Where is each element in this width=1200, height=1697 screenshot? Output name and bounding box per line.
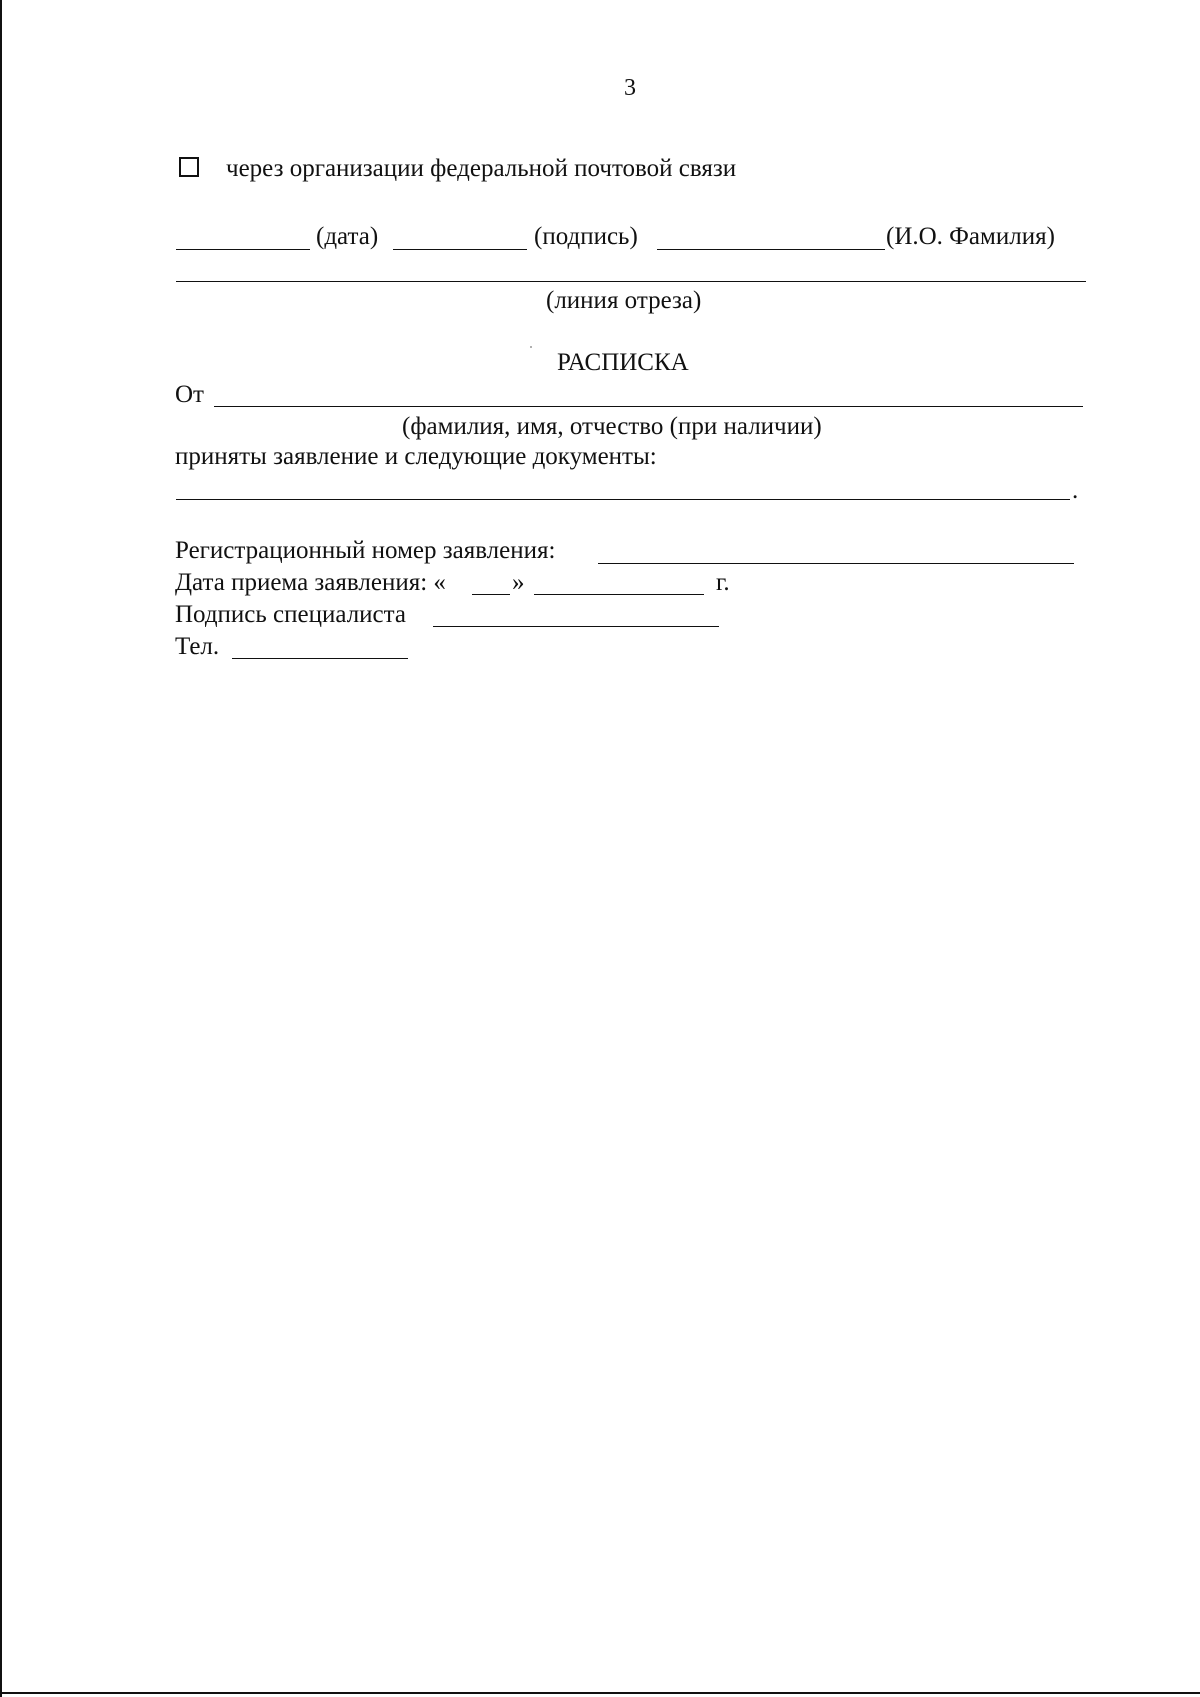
scan-speck xyxy=(530,346,532,348)
from-caption: (фамилия, имя, отчество (при наличии) xyxy=(402,413,822,440)
registration-number-blank-line[interactable] xyxy=(598,563,1074,564)
from-blank-line[interactable] xyxy=(214,406,1083,407)
postal-delivery-checkbox[interactable] xyxy=(179,157,199,177)
day-blank-line[interactable] xyxy=(472,594,510,595)
page-left-border xyxy=(0,0,2,1697)
specialist-signature-label: Подпись специалиста xyxy=(175,601,406,628)
phone-label: Тел. xyxy=(175,633,220,660)
page-bottom-border xyxy=(0,1692,1200,1694)
registration-number-label: Регистрационный номер заявления: xyxy=(175,537,556,564)
date-close-quote: » xyxy=(512,569,525,596)
signature-caption: (подпись) xyxy=(534,223,638,250)
acceptance-date-label: Дата приема заявления: « xyxy=(175,569,446,596)
specialist-signature-blank-line[interactable] xyxy=(433,626,719,627)
page-number: 3 xyxy=(624,75,636,101)
documents-period: . xyxy=(1072,477,1079,504)
postal-delivery-label: через организации федеральной почтовой связи xyxy=(226,155,737,182)
from-label: От xyxy=(175,381,204,408)
receipt-title: РАСПИСКА xyxy=(557,349,689,376)
date-caption: (дата) xyxy=(316,223,379,250)
documents-blank-line[interactable] xyxy=(176,499,1070,500)
name-blank-line[interactable] xyxy=(657,249,885,250)
cut-line xyxy=(176,281,1086,282)
signature-blank-line[interactable] xyxy=(393,249,527,250)
cut-line-caption: (линия отреза) xyxy=(546,287,702,314)
accepted-documents-label: приняты заявление и следующие документы: xyxy=(175,443,657,470)
name-caption: (И.О. Фамилия) xyxy=(886,223,1055,250)
month-year-blank-line[interactable] xyxy=(534,594,704,595)
year-suffix: г. xyxy=(716,569,730,596)
date-blank-line[interactable] xyxy=(176,249,310,250)
phone-blank-line[interactable] xyxy=(232,658,408,659)
